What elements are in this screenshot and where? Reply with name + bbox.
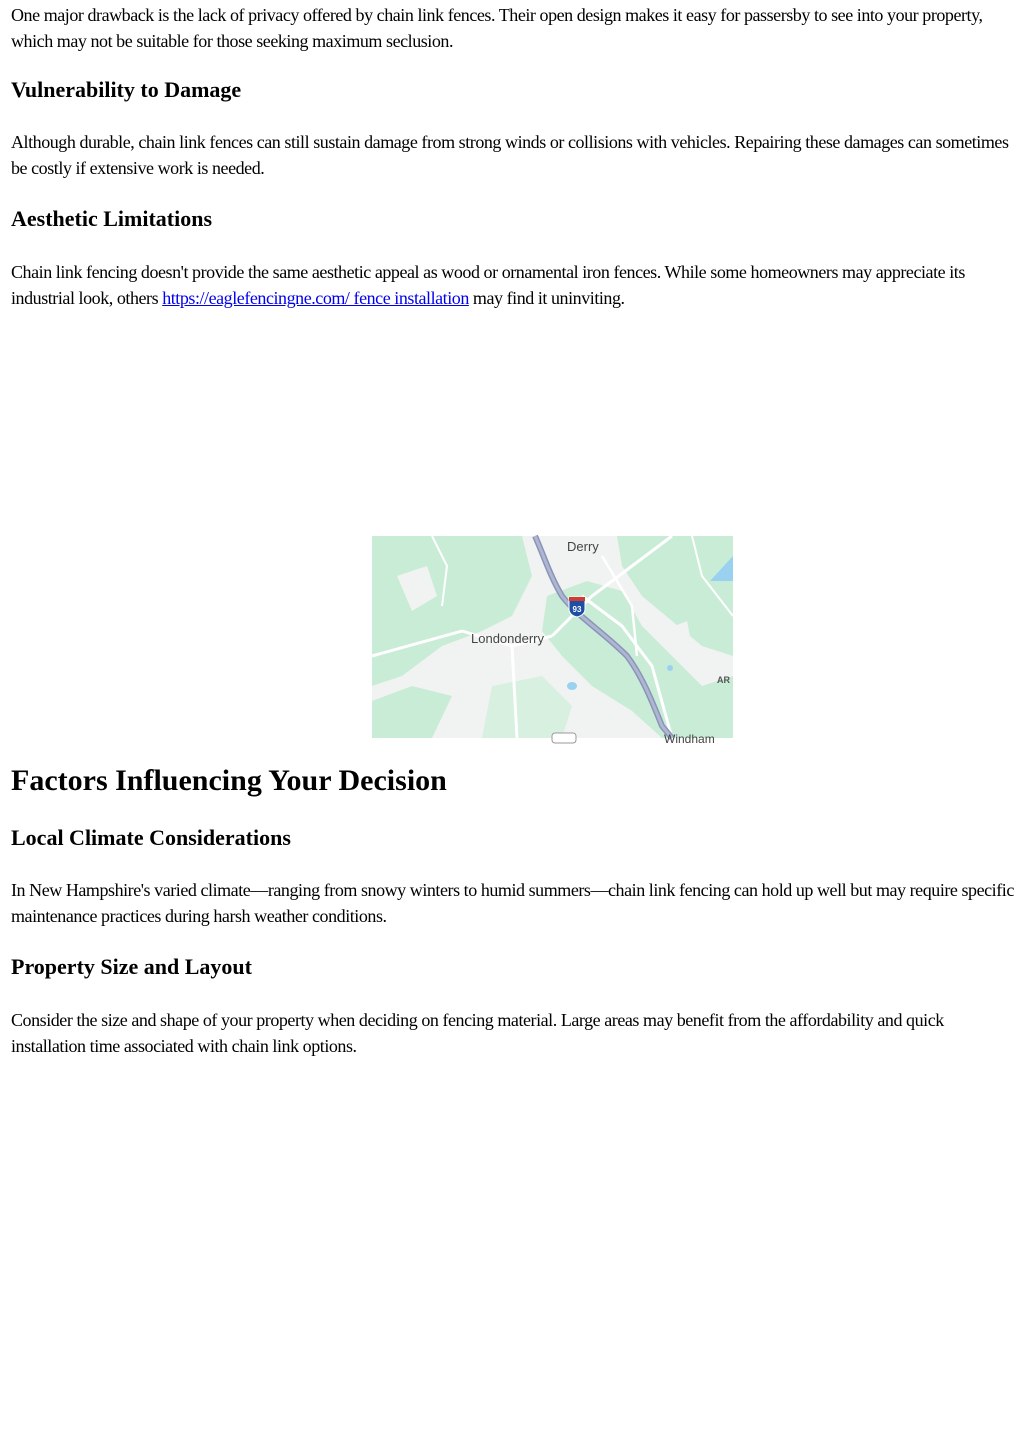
heading-vulnerability: Vulnerability to Damage [11,77,242,102]
paragraph-aesthetic-text-end: may find it uninviting. [468,288,625,308]
map-label-windham: Windham [664,732,715,746]
map-label-derry: Derry [567,539,599,554]
paragraph-vulnerability: Although durable, chain link fences can still sustain damage from strong winds or collisions with vehicles. Repairing these damages can sometimes be costly if extensive work is needed. [11,132,1009,178]
paragraph-privacy: One major drawback is the lack of privacy offered by chain link fences. Their open design makes it easy for passersby to see into your property, which may not be suitable for those seeking maximum seclusion. [11,5,983,51]
embedded-map[interactable] [372,536,733,746]
heading-factors: Factors Influencing Your Decision [11,764,447,797]
paragraph-aesthetic-text: Chain link fencing doesn't provide the same aesthetic appeal as wood or ornamental iron fences. While some homeowners may appreciate its industrial look, others [11,262,965,308]
map-label-ar: AR [717,675,730,685]
map-water [567,682,577,690]
paragraph-property: Consider the size and shape of your property when deciding on fencing material. Large areas may benefit from the affordability and quick installation time associated with chain link options. [11,1010,944,1056]
map-water [667,665,673,671]
map-graphic [372,536,733,746]
interstate-shield-label: 93 [572,605,582,614]
route-marker-icon [552,733,576,743]
fence-installation-link[interactable]: https://eaglefencingne.com/ fence installation [162,288,469,308]
interstate-shield-icon [569,597,585,617]
paragraph-climate: In New Hampshire's varied climate—ranging from snowy winters to humid summers—chain link fencing can hold up well but may require specific maintenance practices during harsh weather conditions. [11,880,1014,926]
heading-property: Property Size and Layout [11,954,252,979]
map-label-londonderry: Londonderry [471,631,544,646]
heading-climate: Local Climate Considerations [11,825,291,850]
heading-aesthetic: Aesthetic Limitations [11,206,213,231]
paragraph-aesthetic [11,259,1015,311]
